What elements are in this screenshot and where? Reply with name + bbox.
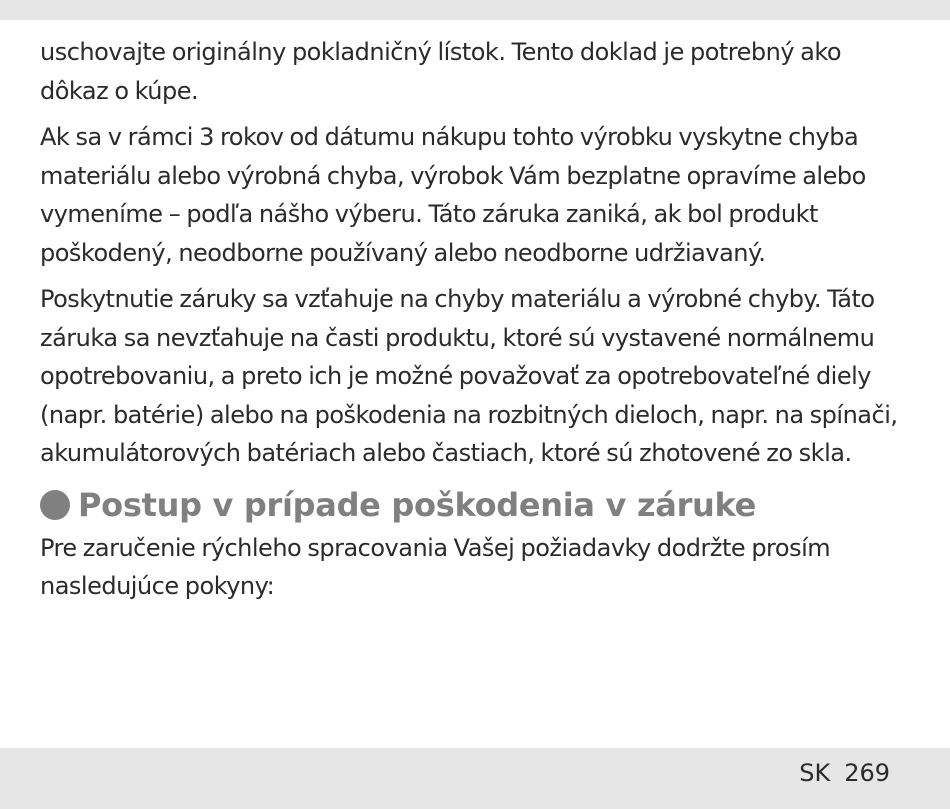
- section-heading-text: Postup v prípade poškodenia v záruke: [78, 485, 757, 524]
- page-number: 269: [844, 759, 890, 787]
- paragraph-warranty-scope: Poskytnutie záruky sa vzťahuje na chyby materiálu a výrobné chyby. Táto záruka sa nevzťahuje na časti produktu, ktoré sú vystavené normálnemu opotrebovaniu, a preto ich je možné považovať za opotrebovateľné diely (napr. batérie) alebo na poškodenia na rozbitných dieloch, napr. na spínači, akumulátorových batériach alebo častiach, ktoré sú zhotovené zo skla.: [40, 285, 898, 467]
- page-content: [40, 33, 910, 614]
- paragraph-receipt: uschovajte originálny pokladničný lístok. Tento doklad je potrebný ako dôkaz o kúpe.: [40, 38, 842, 105]
- section-heading: [40, 481, 910, 529]
- paragraph-instructions: Pre zaručenie rýchleho spracovania Vašej požiadavky dodržte prosím nasledujúce pokyny:: [40, 533, 831, 600]
- page-footer: [0, 748, 950, 809]
- bullet-circle-icon: [40, 490, 70, 520]
- paragraph-warranty-period: Ak sa v rámci 3 rokov od dátumu nákupu tohto výrobku vyskytne chyba materiálu alebo výrobná chyba, výrobok Vám bezplatne opravíme alebo vymeníme – podľa nášho výberu. Táto záruka zaniká, ak bol produkt poškodený, neodborne používaný alebo neodborne udržiavaný.: [40, 123, 866, 267]
- top-band: [0, 0, 950, 20]
- footer-label: [799, 759, 890, 787]
- footer-language: SK: [799, 759, 831, 787]
